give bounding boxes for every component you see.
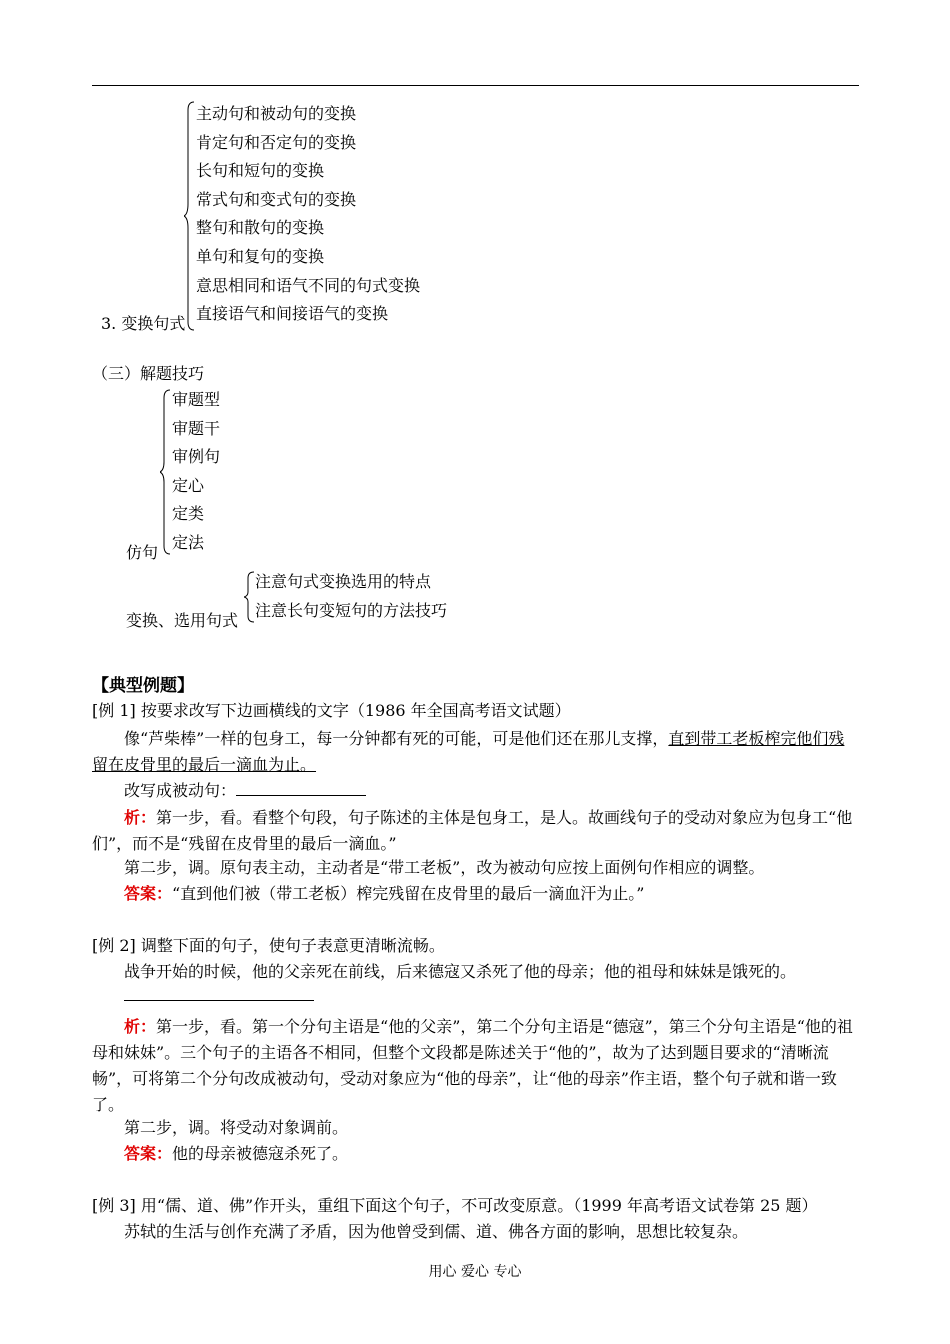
ex1-title: [例 1] 按要求改写下边画横线的文字（1986 年全国高考语文试题） [92,701,571,720]
ex2-text: 战争开始的时候，他的父亲死在前线，后来德寇又杀死了他的母亲；他的祖母和妹妹是饿死的。 [124,962,797,981]
ex2-answer [124,1144,348,1164]
ex1-answer-blank [236,781,366,796]
ex1-answer-label: 答案： [124,884,173,903]
imitation-item: 定心 [172,475,205,495]
section3-item: 肯定句和否定句的变换 [196,132,357,152]
ex2-answer-blank [124,984,314,1001]
ex2-analysis-text: 第一步，看。第一个分句主语是“他的父亲”，第二个分句主语是“德寇”，第三个分句主语是“他的祖母和妹妹”。三个句子的主语各不相同，但整个文段都是陈述关于“他的”，故为了达到题目要求的“清晰流畅”，可将第二个分句改成被动句，受动对象应为“他的母亲”，让“他的母亲”作主语，整个句子就和谐一致了。 [92,1017,853,1114]
ex1-prompt-line [124,781,366,801]
section3-item: 直接语气和间接语气的变换 [196,304,389,324]
section3-item: 主动句和被动句的变换 [196,104,357,123]
ex1-analysis-text: 第一步，看。看整个句段，句子陈述的主体是包身工，是人。故画线句子的受动对象应为包身工“他们”，而不是“残留在皮骨里的最后一滴血。” [92,808,853,853]
section3-item: 整句和散句的变换 [196,218,325,238]
brace-imitation [160,388,172,556]
ex2-title: [例 2] 调整下面的句子，使句子表意更清晰流畅。 [92,936,445,955]
techniques-heading: （三）解题技巧 [92,364,205,383]
ex3-title: [例 3] 用“儒、道、佛”作开头，重组下面这个句子，不可改变原意。（1999 年高考语文试卷第 25 题） [92,1196,818,1215]
page-footer: 用心 爱心 专心 [428,1264,522,1280]
ex1-text [92,726,860,778]
ex2-analysis-label: 析： [124,1017,157,1036]
ex1-text-underlined: 直到带工老板榨完他们残留在皮骨里的最后一滴血为止。 [92,729,845,774]
ex2-analysis [92,1014,860,1118]
examples-heading: 【典型例题】 [92,676,194,696]
section3-label: 3. 变换句式 [101,314,186,333]
ex2-answer-text: 他的母亲被德寇杀死了。 [172,1144,349,1163]
imitation-item: 审例句 [172,447,221,467]
section3-item: 意思相同和语气不同的句式变换 [196,275,421,295]
transform-item: 注意长句变短句的方法技巧 [255,600,448,620]
ex1-text-plain: 像“芦柴棒”一样的包身工，每一分钟都有死的可能，可是他们还在那儿支撑， [124,729,669,748]
imitation-item: 审题干 [172,418,221,438]
imitation-item: 审题型 [172,390,221,409]
ex2-answer-label: 答案： [124,1144,173,1163]
ex1-step2: 第二步，调。原句表主动，主动者是“带工老板”，改为被动句应按上面例句作相应的调整。 [124,858,765,877]
imitation-item: 定类 [172,504,205,524]
ex1-analysis [92,805,860,857]
ex1-answer [124,884,644,904]
section3-item: 常式句和变式句的变换 [196,189,357,209]
imitation-item: 定法 [172,533,205,552]
header-rule [92,85,859,86]
transform-item: 注意句式变换选用的特点 [255,572,432,591]
ex1-prompt: 改写成被动句： [124,781,237,800]
ex1-analysis-label: 析： [124,808,157,827]
transform-label: 变换、选用句式 [126,611,239,630]
brace-section3 [184,100,196,332]
imitation-label: 仿句 [126,543,159,562]
ex2-step2: 第二步，调。将受动对象调前。 [124,1118,349,1137]
section3-item: 单句和复句的变换 [196,247,325,266]
section3-item: 长句和短句的变换 [196,161,325,181]
ex3-text: 苏轼的生活与创作充满了矛盾，因为他曾受到儒、道、佛各方面的影响，思想比较复杂。 [124,1222,749,1241]
ex1-answer-text: “直到他们被（带工老板）榨完残留在皮骨里的最后一滴血汗为止。” [172,884,645,903]
